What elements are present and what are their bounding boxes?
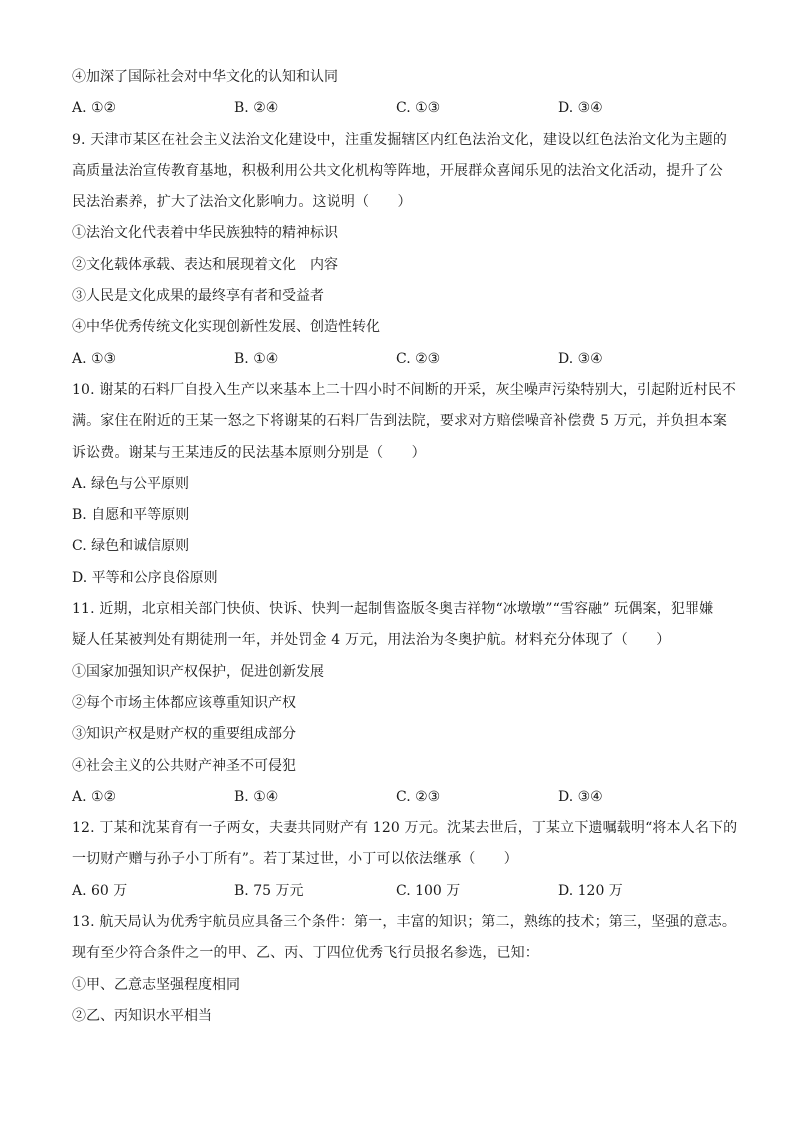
q12-stem bbox=[72, 813, 738, 876]
q9-option-c: C. ②③ bbox=[396, 350, 441, 367]
q10-stem-line-2: 满。家住在附近的王某一怒之下将谢某的石料厂告到法院，要求对方赔偿噪音补偿费 5 万元，并负担本案 bbox=[72, 413, 728, 430]
q8-option-a: A. ①② bbox=[72, 100, 117, 117]
q11-item-3: ③知识产权是财产权的重要组成部分 bbox=[72, 726, 296, 743]
q11-option-a: A. ①② bbox=[72, 788, 117, 805]
q13-stem-line-2: 现有至少符合条件之一的甲、乙、丙、丁四位优秀飞行员报名参选，已知： bbox=[72, 945, 539, 962]
q12-stem-line-1: 12. 丁某和沈某育有一子两女，夫妻共同财产有 120 万元。沈某去世后，丁某立下遗嘱载明“将本人名下的 bbox=[72, 820, 738, 837]
q12-option-b: B. 75 万元 bbox=[234, 882, 304, 899]
q9-item-2: ②文化载体承载、表达和展现着文化 内容 bbox=[72, 256, 338, 273]
q11-option-d: D. ③④ bbox=[558, 788, 603, 805]
q11-stem-line-2: 疑人任某被判处有期徒刑一年，并处罚金 4 万元，用法治为冬奥护航。材料充分体现了（ ） bbox=[72, 632, 671, 649]
q9-stem-line-1: 9. 天津市某区在社会主义法治文化建设中，注重发掘辖区内红色法治文化，建设以红色法治文化为主题的 bbox=[72, 131, 728, 148]
q11-item-1: ①国家加强知识产权保护，促进创新发展 bbox=[72, 663, 324, 680]
q10-stem-line-3: 诉讼费。谢某与王某违反的民法基本原则分别是（ ） bbox=[72, 444, 426, 461]
q12-option-a: A. 60 万 bbox=[72, 882, 128, 899]
q9-item-4: ④中华优秀传统文化实现创新性发展、创造性转化 bbox=[72, 319, 380, 336]
q9-option-b: B. ①④ bbox=[234, 350, 279, 367]
q13-item-2: ②乙、丙知识水平相当 bbox=[72, 1007, 212, 1024]
q8-option-b: B. ②④ bbox=[234, 100, 279, 117]
q9-option-d: D. ③④ bbox=[558, 350, 603, 367]
q12-option-d: D. 120 万 bbox=[558, 882, 623, 899]
q8-option-d: D. ③④ bbox=[558, 100, 603, 117]
q9-stem bbox=[72, 125, 728, 219]
q10-stem-line-1: 10. 谢某的石料厂自投入生产以来基本上二十四小时不间断的开采，灰尘噪声污染特别大，引起附近村民不 bbox=[72, 381, 737, 398]
q11-stem bbox=[72, 594, 722, 657]
q9-stem-line-2: 高质量法治宣传教育基地，积极利用公共文化机构等阵地，开展群众喜闻乐见的法治文化活动，提升了公 bbox=[72, 162, 723, 179]
q8-item-4: ④加深了国际社会对中华文化的认知和认同 bbox=[72, 69, 338, 85]
q12-options bbox=[72, 876, 722, 907]
q12-option-c: C. 100 万 bbox=[396, 882, 461, 899]
q9-options bbox=[72, 344, 722, 375]
q8-option-c: C. ①③ bbox=[396, 100, 441, 117]
q11-item-4: ④社会主义的公共财产神圣不可侵犯 bbox=[72, 757, 296, 774]
q13-stem bbox=[72, 907, 737, 970]
q11-option-b: B. ①④ bbox=[234, 788, 279, 805]
q12-stem-line-2: 一切财产赠与孙子小丁所有”。若丁某过世，小丁可以依法继承（ ） bbox=[72, 851, 518, 868]
q10-option-c: C. 绿色和诚信原则 bbox=[72, 538, 190, 555]
q8-options bbox=[72, 93, 722, 124]
q11-item-2: ②每个市场主体都应该尊重知识产权 bbox=[72, 694, 296, 711]
q10-stem bbox=[72, 375, 737, 469]
q9-item-1: ①法治文化代表着中华民族独特的精神标识 bbox=[72, 225, 338, 242]
q11-options bbox=[72, 782, 722, 813]
q10-option-d: D. 平等和公序良俗原则 bbox=[72, 569, 218, 586]
q9-item-3: ③人民是文化成果的最终享有者和受益者 bbox=[72, 288, 324, 305]
q11-stem-line-1: 11. 近期，北京相关部门快侦、快诉、快判一起制售盗版冬奥吉祥物“冰墩墩”“雪容融” 玩偶案，犯罪嫌 bbox=[72, 601, 714, 618]
q10-option-b: B. 自愿和平等原则 bbox=[72, 507, 190, 524]
q9-option-a: A. ①③ bbox=[72, 350, 117, 367]
q9-stem-line-3: 民法治素养，扩大了法治文化影响力。这说明（ ） bbox=[72, 194, 412, 211]
exam-page bbox=[72, 62, 738, 1032]
q10-option-a: A. 绿色与公平原则 bbox=[72, 475, 190, 492]
q13-stem-line-1: 13. 航天局认为优秀宇航员应具备三个条件：第一，丰富的知识；第二，熟练的技术；第三，坚强的意志。 bbox=[72, 914, 737, 931]
q13-item-1: ①甲、乙意志坚强程度相同 bbox=[72, 976, 240, 993]
q11-option-c: C. ②③ bbox=[396, 788, 441, 805]
